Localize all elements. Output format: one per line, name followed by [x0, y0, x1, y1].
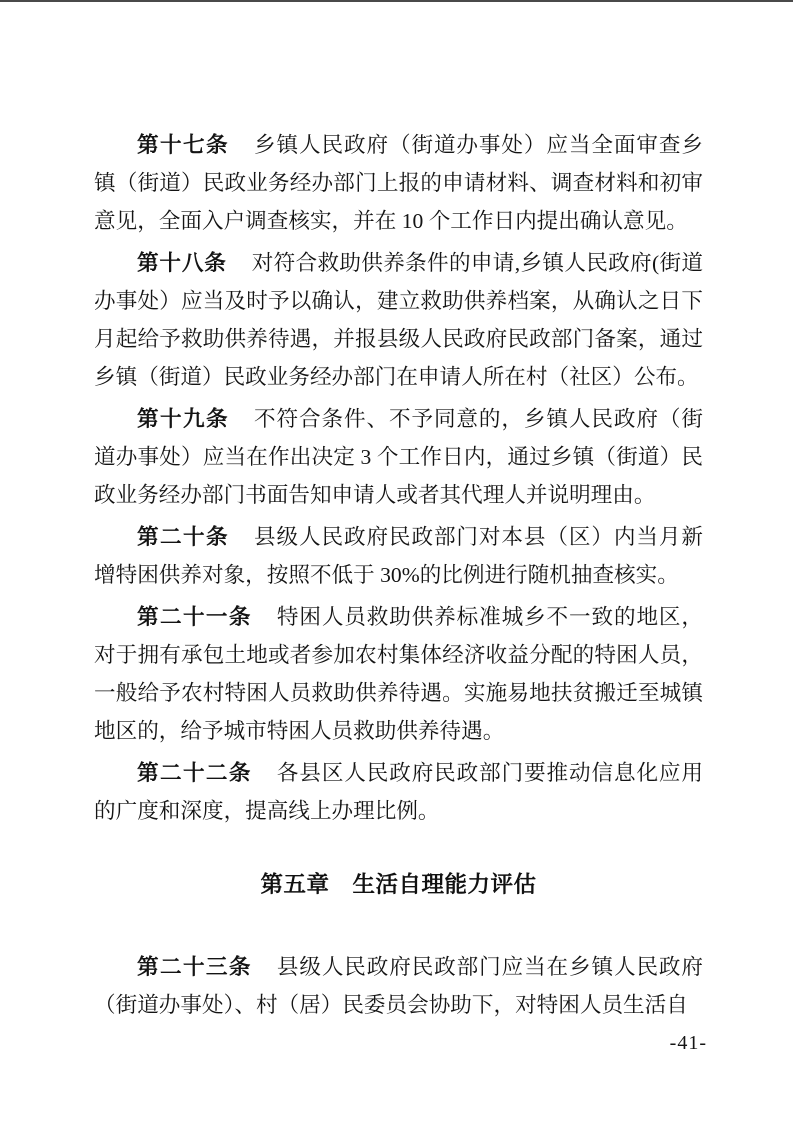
- document-body: [94, 126, 703, 1028]
- article-number: 第十七条: [137, 132, 229, 157]
- article-paragraph: [94, 754, 703, 830]
- article-text: 县级人民政府民政部门对本县（区）内当月新增特困供养对象，按照不低于 30%的比例进行随机抽查核实。: [94, 525, 703, 587]
- page-number: -41-: [669, 1032, 707, 1054]
- article-paragraph: [94, 244, 703, 396]
- article-text: 各县区人民政府民政部门要推动信息化应用的广度和深度，提高线上办理比例。: [94, 761, 703, 823]
- article-paragraph: [94, 598, 703, 750]
- chapter-heading: 第五章 生活自理能力评估: [260, 872, 537, 897]
- article-number: 第十九条: [137, 406, 229, 431]
- article-number: 第二十条: [137, 524, 229, 549]
- article-number: 第十八条: [137, 250, 227, 275]
- article-text: 对符合救助供养条件的申请,乡镇人民政府(街道办事处）应当及时予以确认，建立救助供养档案，从确认之日下月起给予救助供养待遇，并报县级人民政府民政部门备案，通过乡镇（街道）民政业务经办部门在申请人所在村（社区）公布。: [94, 251, 703, 389]
- article-number: 第二十二条: [137, 760, 252, 785]
- article-number: 第二十一条: [137, 604, 252, 629]
- article-paragraph: [94, 518, 703, 594]
- article-paragraph: [94, 400, 703, 514]
- article-text: 特困人员救助供养标准城乡不一致的地区，对于拥有承包土地或者参加农村集体经济收益分配的特困人员，一般给予农村特困人员救助供养待遇。实施易地扶贫搬迁至城镇地区的，给予城市特困人员救助供养待遇。: [94, 605, 703, 743]
- article-text: 县级人民政府民政部门应当在乡镇人民政府（街道办事处）、村（居）民委员会协助下，对特困人员生活自: [94, 955, 703, 1017]
- article-number: 第二十三条: [137, 954, 252, 979]
- article-paragraph: [94, 948, 703, 1024]
- article-text: 乡镇人民政府（街道办事处）应当全面审查乡镇（街道）民政业务经办部门上报的申请材料、调查材料和初审意见，全面入户调查核实，并在 10 个工作日内提出确认意见。: [94, 133, 703, 233]
- article-text: 不符合条件、不予同意的，乡镇人民政府（街道办事处）应当在作出决定 3 个工作日内，通过乡镇（街道）民政业务经办部门书面告知申请人或者其代理人并说明理由。: [94, 407, 703, 507]
- scan-edge-artifact: [0, 0, 793, 2]
- article-paragraph: [94, 126, 703, 240]
